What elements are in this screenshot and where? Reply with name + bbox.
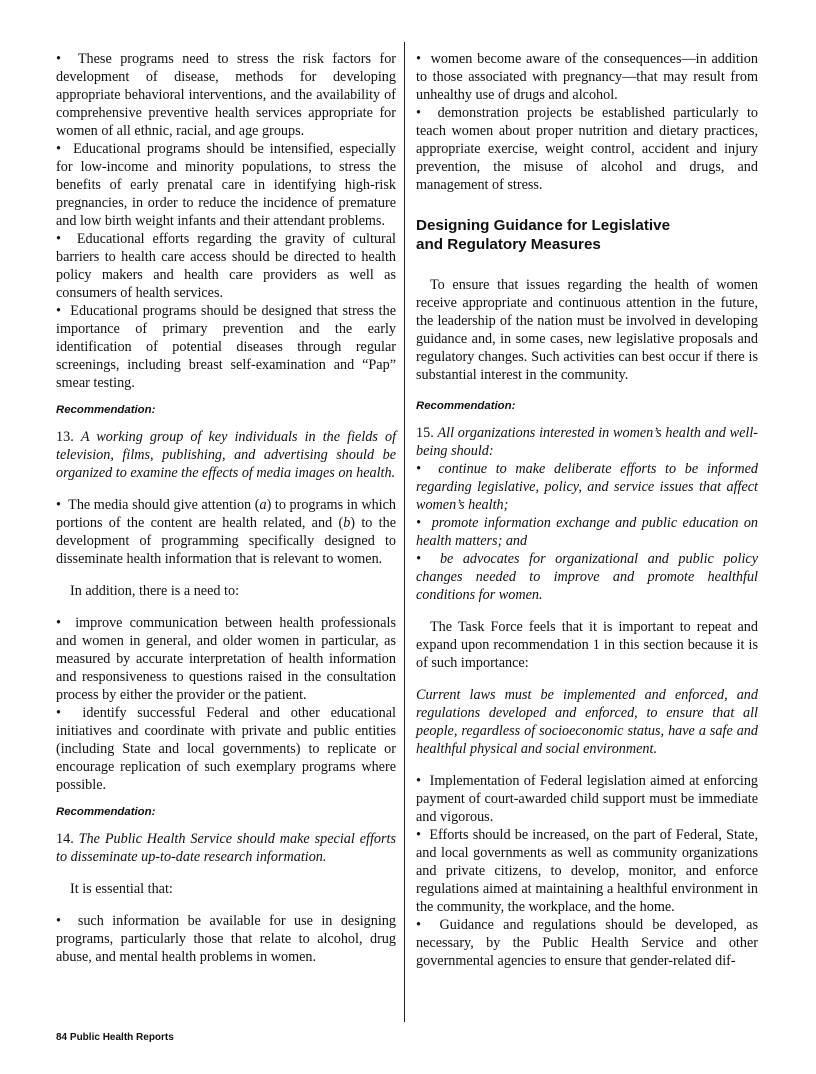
recommendation-13: [56, 428, 396, 482]
recommendation-number: 13.: [56, 429, 81, 445]
journal-title: Public Health Reports: [69, 1032, 174, 1043]
heading-line: Designing Guidance for Legislative: [416, 217, 671, 234]
recommendation-text: The Public Health Service should make special efforts to disseminate up-to-date research information.: [56, 831, 396, 865]
text-span: ) to programs in which portions of the content are health related, and (: [56, 497, 396, 531]
bullet-paragraph: • identify successful Federal and other educational initiatives and coordinate with private and public entities (including State and local governments) to replicate or encourage replication of such exemplary programs where possible.: [56, 704, 396, 794]
text-span: b: [343, 515, 351, 531]
left-column: [56, 50, 396, 966]
bullet-paragraph: • These programs need to stress the risk factors for development of disease, methods for developing appropriate behavioral interventions, and the availability of comprehensive preventive health services appropriate for women of all ethnic, racial, and age groups.: [56, 50, 396, 140]
in-addition-line: In addition, there is a need to:: [70, 583, 240, 599]
heading-line: and Regulatory Measures: [416, 236, 601, 253]
page-footer: [56, 1032, 174, 1043]
bullet-paragraph: • promote information exchange and public education on health matters; and: [416, 514, 758, 550]
column-divider: [404, 42, 405, 1022]
text-span: ) to the development of programming specifically designed to disseminate health information that is relevant to women.: [56, 515, 397, 567]
bullet-paragraph: • Educational programs should be intensified, especially for low-income and minority populations, to stress the benefits of early prenatal care in identifying high-risk pregnancies, in order to reduce the incidence of premature and low birth weight infants and their attendant problems.: [56, 140, 396, 230]
bullet-paragraph: • such information be available for use in designing programs, particularly those that relate to alcohol, drug abuse, and mental health problems in women.: [56, 912, 396, 966]
page-number: 84: [56, 1032, 68, 1043]
bullet-paragraph: • Efforts should be increased, on the part of Federal, State, and local governments as well as community organizations and private citizens, to develop, monitor, and enforce regulations aimed at maintaining a healthful environment in the community, the workplace, and the home.: [416, 826, 758, 916]
recommendation-14: [56, 830, 396, 866]
recommendation-label: Recommendation:: [416, 400, 516, 412]
recommendation-number: 14.: [56, 831, 79, 847]
bullet-paragraph: • Educational efforts regarding the gravity of cultural barriers to health care access should be directed to health policy makers and health care providers as well as consumers of health services.: [56, 230, 396, 302]
media-bullet: [56, 496, 396, 568]
bullet-paragraph: • be advocates for organizational and public policy changes needed to improve and promote healthful conditions for women.: [416, 550, 758, 604]
essential-line: It is essential that:: [70, 881, 173, 897]
right-column: [416, 50, 758, 970]
recommendation-label: Recommendation:: [56, 404, 156, 416]
bullet-paragraph: • demonstration projects be established particularly to teach women about proper nutrition and dietary practices, appropriate exercise, weight control, accident and injury prevention, the misuse of alcohol and drugs, and management of stress.: [416, 104, 758, 194]
bullet-paragraph: • Guidance and regulations should be developed, as necessary, by the Public Health Service and other governmental agencies to ensure that gender-related dif-: [416, 916, 758, 970]
bullet-paragraph: • continue to make deliberate efforts to be informed regarding legislative, policy, and service issues that affect women’s health;: [416, 460, 758, 514]
recommendation-text: A working group of key individuals in the fields of television, films, publishing, and advertising should be organized to examine the effects of media images on health.: [56, 429, 397, 481]
bullet-paragraph: • women become aware of the consequences—in addition to those associated with pregnancy—that may result from unhealthy use of drugs and alcohol.: [416, 50, 758, 104]
intro-paragraph: To ensure that issues regarding the health of women receive appropriate and continuous attention in the future, the leadership of the nation must be involved in developing guidance and, in some cases, new legislative proposals and regulatory changes. Such activities can best occur if there is substantial interest in the community.: [416, 277, 758, 383]
current-laws-paragraph: Current laws must be implemented and enforced, and regulations developed and enforced, to ensure that all people, regardless of socioeconomic status, have a safe and healthful physical and social environment.: [416, 687, 758, 757]
section-heading: [416, 216, 758, 254]
bullet-paragraph: • improve communication between health professionals and women in general, and older women in particular, as measured by accurate interpretation of health information and responsiveness to questions raised in the consultation process by either the provider or the patient.: [56, 614, 396, 704]
bullet-paragraph: • Educational programs should be designed that stress the importance of primary prevention and the early identification of potential diseases through regular screenings, including breast self-examination and “Pap” smear testing.: [56, 302, 396, 392]
task-force-paragraph: The Task Force feels that it is important to repeat and expand upon recommendation 1 in this section because it is of such importance:: [416, 619, 758, 671]
recommendation-number: 15.: [416, 425, 438, 441]
bullet-paragraph: • Implementation of Federal legislation aimed at enforcing payment of court-awarded child support must be immediate and vigorous.: [416, 772, 758, 826]
recommendation-15: [416, 424, 758, 460]
text-span: The media should give attention (: [68, 497, 260, 513]
recommendation-text: All organizations interested in women’s health and well-being should:: [416, 425, 759, 459]
text-span: a: [259, 497, 267, 513]
recommendation-label: Recommendation:: [56, 806, 156, 818]
